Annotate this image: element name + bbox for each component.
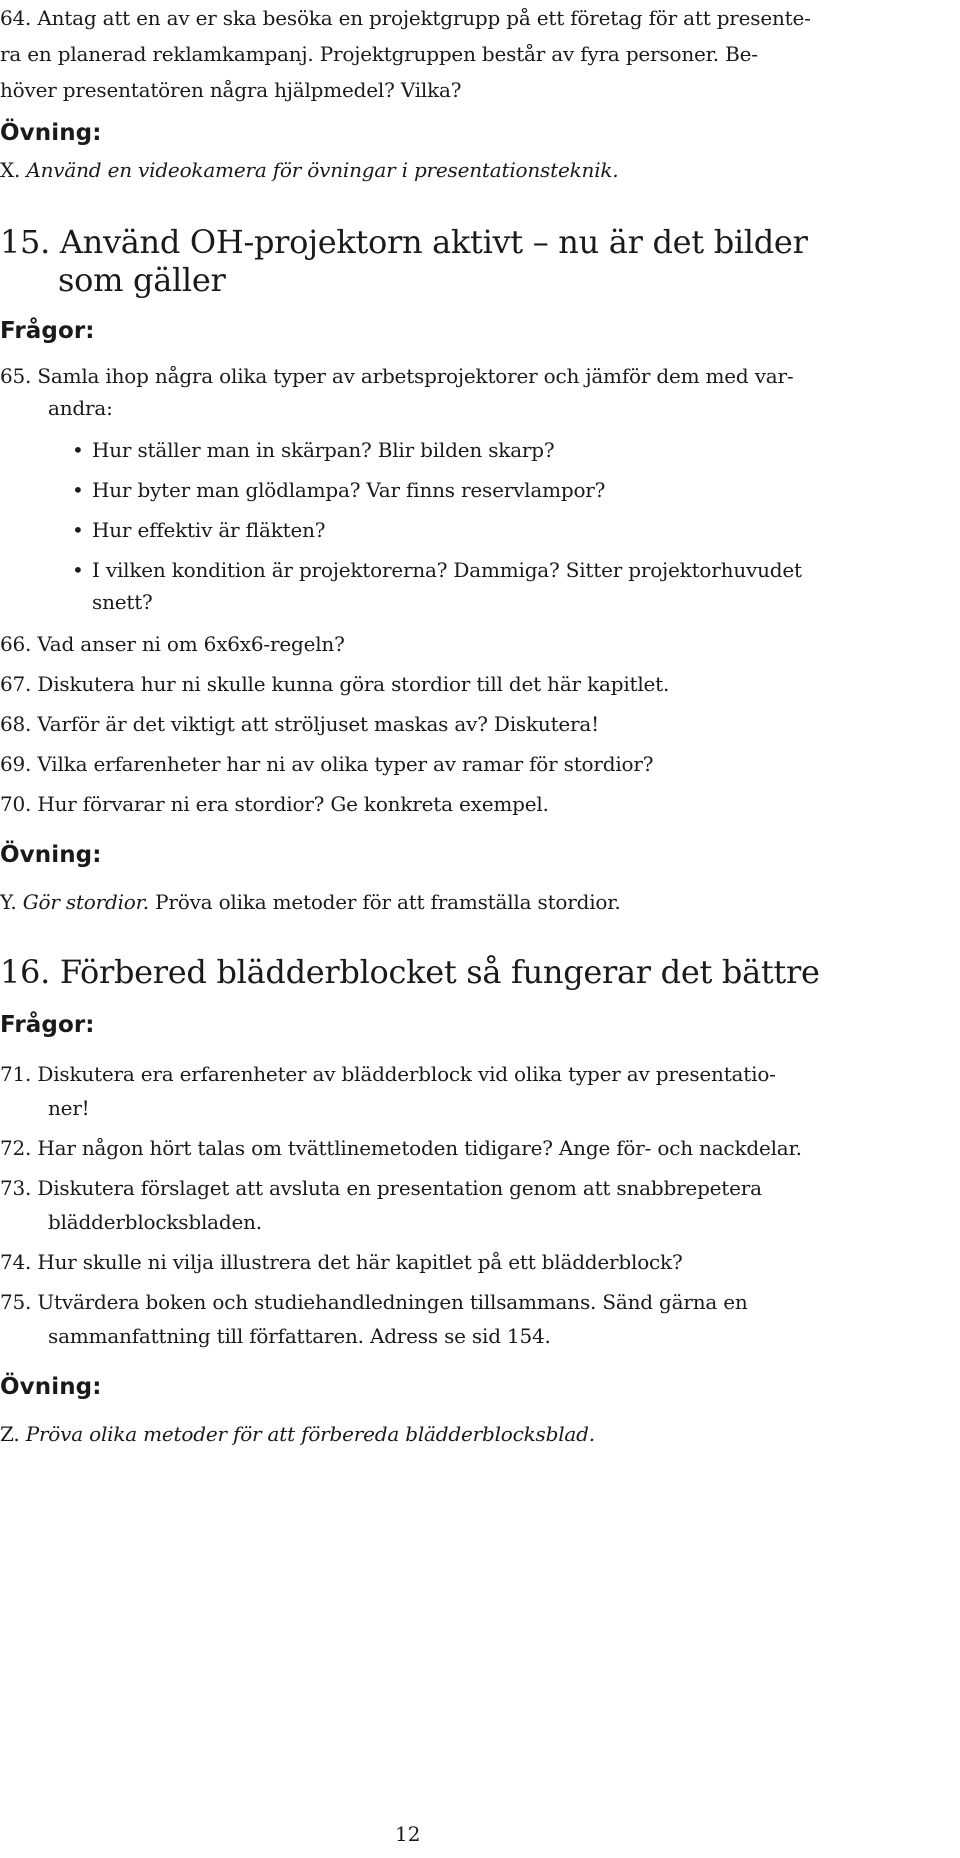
question-74: 74. Hur skulle ni vilja illustrera det här kapitlet på ett blädderblock? xyxy=(0,1250,683,1274)
bullet-text: I vilken kondition är projektorerna? Dammiga? Sitter projektorhuvudet xyxy=(92,558,802,582)
question-64-line-3: höver presentatören några hjälpmedel? Vilka? xyxy=(0,78,462,102)
question-71-line-2: ner! xyxy=(48,1096,90,1120)
question-73-line-1: 73. Diskutera förslaget att avsluta en presentation genom att snabbrepetera xyxy=(0,1176,762,1200)
exercise-y xyxy=(0,884,621,920)
exercise-heading-y: Övning: xyxy=(0,842,102,868)
exercise-y-italic: Gör stordior. xyxy=(22,890,149,914)
question-70: 70. Hur förvarar ni era stordior? Ge konkreta exempel. xyxy=(0,792,549,816)
question-72: 72. Har någon hört talas om tvättlinemetoden tidigare? Ange för- och nackdelar. xyxy=(0,1136,802,1160)
question-67: 67. Diskutera hur ni skulle kunna göra stordior till det här kapitlet. xyxy=(0,672,670,696)
question-65-bullet-3 xyxy=(72,512,325,548)
question-71-line-1: 71. Diskutera era erfarenheter av blädderblock vid olika typer av presentatio- xyxy=(0,1062,776,1086)
exercise-y-letter: Y. xyxy=(0,890,17,914)
section-16-title: 16. Förbered blädderblocket så fungerar det bättre xyxy=(0,953,820,991)
exercise-x-text: Använd en videokamera för övningar i presentationsteknik. xyxy=(26,158,619,182)
exercise-x-letter: X. xyxy=(0,158,21,182)
exercise-y-text: Pröva olika metoder för att framställa stordior. xyxy=(148,890,621,914)
question-65-line-1: 65. Samla ihop några olika typer av arbetsprojektorer och jämför dem med var- xyxy=(0,364,794,388)
exercise-z xyxy=(0,1416,595,1452)
section-15-title-line-1: 15. Använd OH-projektorn aktivt – nu är det bilder xyxy=(0,223,808,261)
question-75-line-1: 75. Utvärdera boken och studiehandledningen tillsammans. Sänd gärna en xyxy=(0,1290,748,1314)
exercise-z-letter: Z. xyxy=(0,1422,20,1446)
page-number: 12 xyxy=(395,1822,421,1846)
bullet-icon: • xyxy=(72,438,84,462)
bullet-text: Hur ställer man in skärpan? Blir bilden skarp? xyxy=(92,438,555,462)
questions-heading-1: Frågor: xyxy=(0,318,95,344)
bullet-icon: • xyxy=(72,518,84,542)
questions-heading-2: Frågor: xyxy=(0,1012,95,1038)
question-68: 68. Varför är det viktigt att ströljuset maskas av? Diskutera! xyxy=(0,712,599,736)
exercise-z-text: Pröva olika metoder för att förbereda blädderblocksblad. xyxy=(25,1422,595,1446)
question-64-line-1: 64. Antag att en av er ska besöka en projektgrupp på ett företag för att presente- xyxy=(0,6,811,30)
question-75-line-2: sammanfattning till författaren. Adress se sid 154. xyxy=(48,1324,551,1348)
section-15-title-line-2: som gäller xyxy=(58,261,226,299)
question-65-bullet-2 xyxy=(72,472,605,508)
question-66: 66. Vad anser ni om 6x6x6-regeln? xyxy=(0,632,345,656)
question-65-line-2: andra: xyxy=(48,396,113,420)
question-65-bullet-1 xyxy=(72,432,554,468)
question-65-bullet-4 xyxy=(72,552,802,588)
question-73-line-2: blädderblocksbladen. xyxy=(48,1210,262,1234)
exercise-heading-z: Övning: xyxy=(0,1374,102,1400)
bullet-text: Hur effektiv är fläkten? xyxy=(92,518,326,542)
bullet-text: Hur byter man glödlampa? Var finns reservlampor? xyxy=(92,478,606,502)
exercise-heading-x: Övning: xyxy=(0,120,102,146)
bullet-icon: • xyxy=(72,478,84,502)
question-69: 69. Vilka erfarenheter har ni av olika typer av ramar för stordior? xyxy=(0,752,654,776)
bullet-icon: • xyxy=(72,558,84,582)
question-65-bullet-4-line-2: snett? xyxy=(92,590,153,614)
question-64-line-2: ra en planerad reklamkampanj. Projektgruppen består av fyra personer. Be- xyxy=(0,42,758,66)
exercise-x xyxy=(0,152,618,188)
